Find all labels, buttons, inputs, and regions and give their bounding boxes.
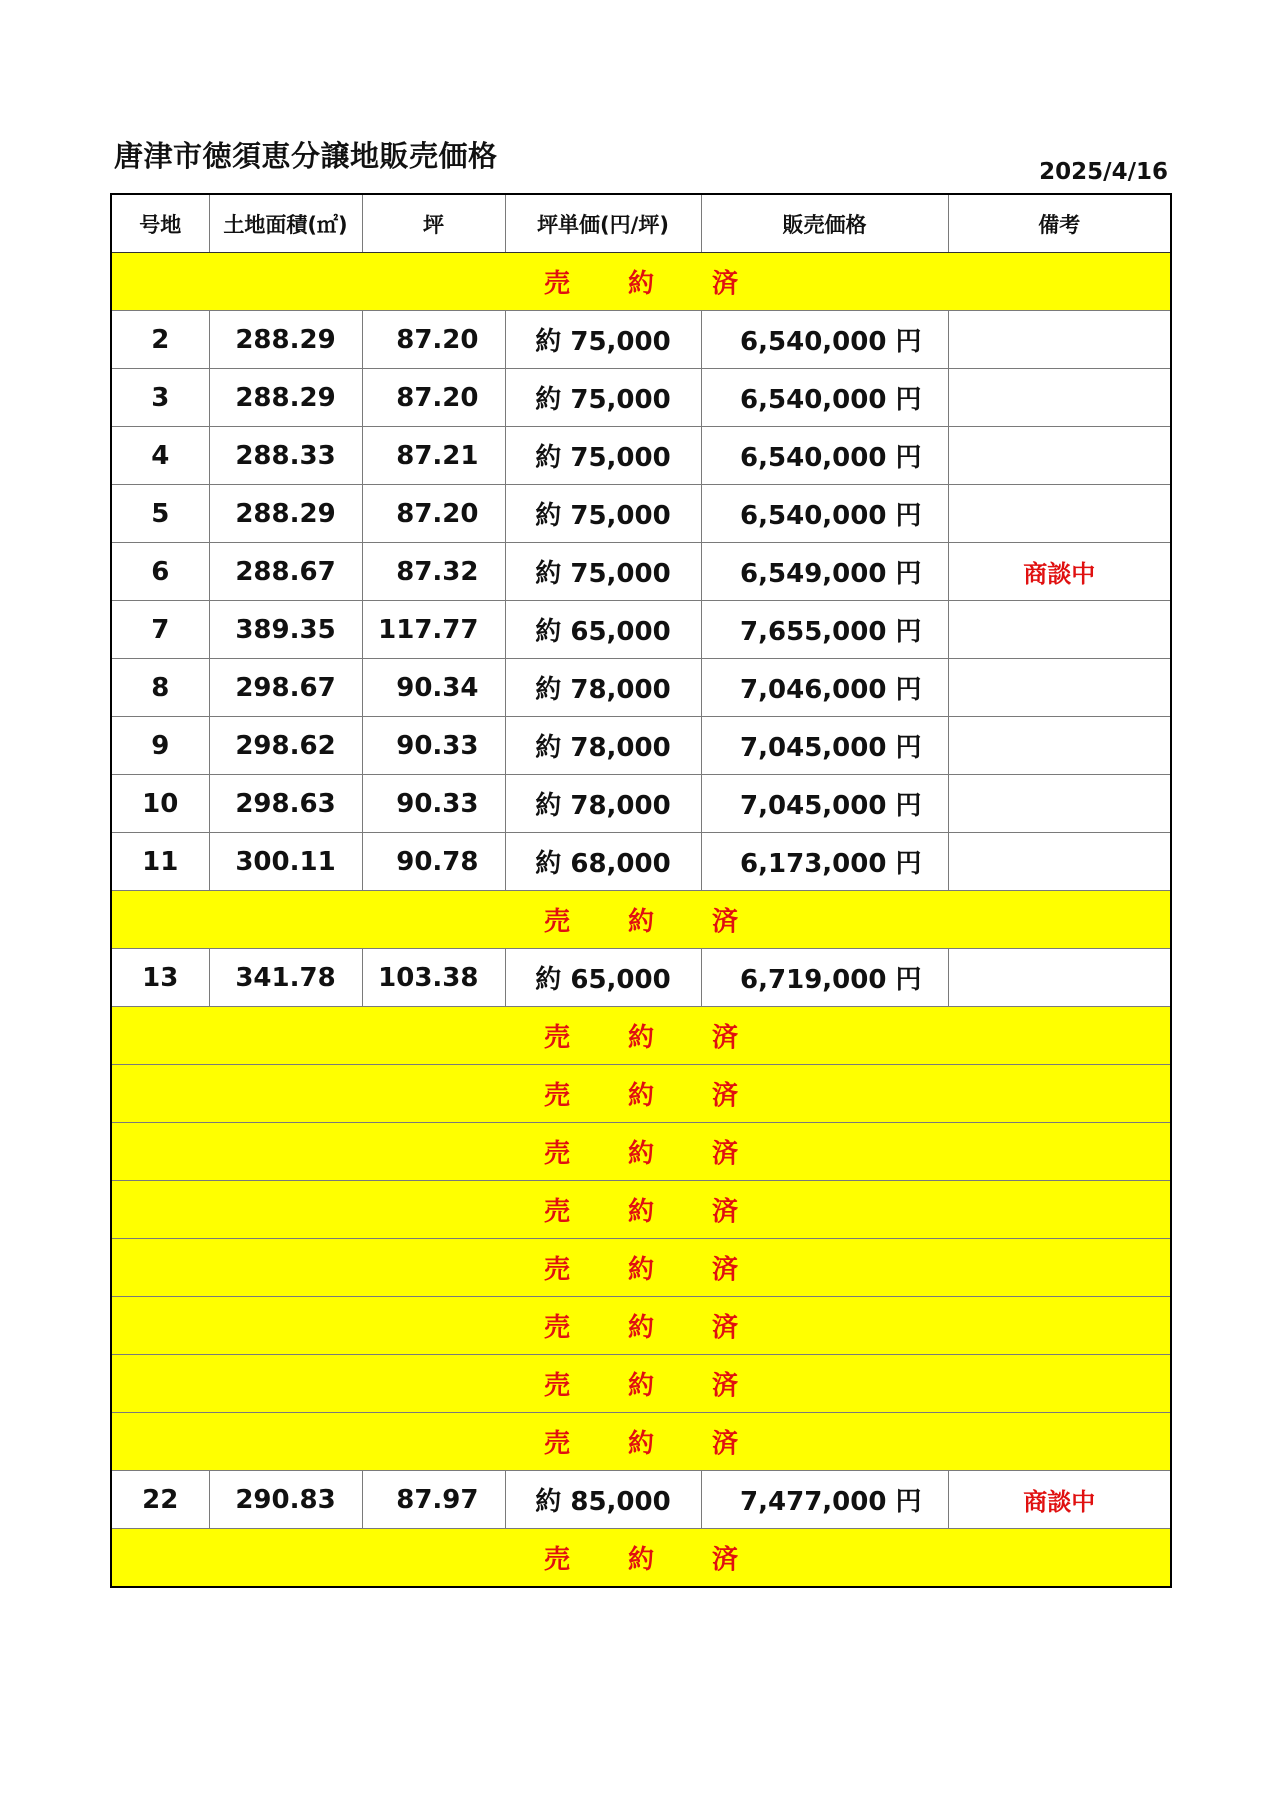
cell-tsubo: 90.33 [362,775,505,833]
sold-label-char: 売 [543,1139,570,1169]
column-header-note: 備考 [948,194,1171,253]
cell-lot: 13 [111,949,209,1007]
sold-label-char: 売 [543,1197,570,1227]
sold-label-char: 売 [543,1081,570,1111]
cell-tsubo: 87.32 [362,543,505,601]
column-header-unit-price: 坪単価(円/坪) [505,194,701,253]
price-table [110,193,1172,1588]
cell-area: 290.83 [209,1471,362,1529]
table-row [111,601,1171,659]
sold-label-char: 売 [543,269,570,299]
page-title: 唐津市徳須恵分譲地販売価格 [114,139,498,173]
cell-unit-price: 約 68,000 [505,833,701,891]
sold-label [111,1123,1171,1181]
sold-label-char: 約 [627,1371,654,1401]
sold-label [111,1297,1171,1355]
cell-area: 341.78 [209,949,362,1007]
cell-area: 298.63 [209,775,362,833]
cell-tsubo: 90.78 [362,833,505,891]
document-date: 2025/4/16 [1039,159,1168,185]
cell-tsubo: 87.97 [362,1471,505,1529]
cell-unit-price: 約 78,000 [505,775,701,833]
cell-tsubo: 87.20 [362,369,505,427]
sold-label-char: 約 [627,1313,654,1343]
sold-label-char: 約 [627,907,654,937]
cell-lot: 8 [111,659,209,717]
sold-row [111,891,1171,949]
sold-label-char: 済 [711,1255,738,1285]
sold-label-char: 約 [627,1197,654,1227]
cell-price: 6,719,000 円 [701,949,948,1007]
table-row [111,1471,1171,1529]
sold-label-char: 済 [711,1023,738,1053]
cell-price: 6,540,000 円 [701,427,948,485]
cell-price: 7,477,000 円 [701,1471,948,1529]
sold-label [111,1065,1171,1123]
sold-label-char: 売 [543,1023,570,1053]
sold-row [111,1297,1171,1355]
table-body [111,253,1171,1588]
table-row [111,543,1171,601]
table-row [111,427,1171,485]
cell-area: 389.35 [209,601,362,659]
cell-lot: 10 [111,775,209,833]
cell-price: 7,045,000 円 [701,717,948,775]
table-row [111,659,1171,717]
sold-label [111,1355,1171,1413]
cell-unit-price: 約 75,000 [505,369,701,427]
table-row [111,949,1171,1007]
cell-note [948,427,1171,485]
sold-label-char: 済 [711,1313,738,1343]
cell-area: 288.29 [209,485,362,543]
sold-label [111,1007,1171,1065]
sold-row [111,253,1171,311]
cell-price: 6,540,000 円 [701,369,948,427]
sold-label-char: 売 [543,907,570,937]
sold-label-char: 済 [711,1197,738,1227]
cell-price: 7,655,000 円 [701,601,948,659]
column-header-lot: 号地 [111,194,209,253]
cell-lot: 3 [111,369,209,427]
cell-lot: 6 [111,543,209,601]
cell-area: 288.67 [209,543,362,601]
sold-label-char: 約 [627,1545,654,1575]
cell-note: 商談中 [948,543,1171,601]
cell-tsubo: 90.34 [362,659,505,717]
table-header-row [111,194,1171,253]
cell-price: 6,540,000 円 [701,485,948,543]
cell-unit-price: 約 75,000 [505,427,701,485]
cell-unit-price: 約 78,000 [505,717,701,775]
cell-unit-price: 約 65,000 [505,601,701,659]
sold-label-char: 済 [711,1139,738,1169]
sold-row [111,1529,1171,1588]
column-header-area: 土地面積(㎡) [209,194,362,253]
sold-label-char: 売 [543,1429,570,1459]
cell-price: 7,046,000 円 [701,659,948,717]
sold-label-char: 済 [711,907,738,937]
cell-lot: 2 [111,311,209,369]
sold-label-char: 済 [711,1371,738,1401]
table-row [111,833,1171,891]
table-row [111,369,1171,427]
cell-note [948,717,1171,775]
sold-label-char: 済 [711,1545,738,1575]
cell-lot: 9 [111,717,209,775]
sold-row [111,1413,1171,1471]
sold-label-char: 売 [543,1255,570,1285]
cell-note [948,833,1171,891]
table-row [111,485,1171,543]
cell-tsubo: 87.21 [362,427,505,485]
sold-label-char: 売 [543,1371,570,1401]
sold-label [111,1413,1171,1471]
sold-label-char: 約 [627,269,654,299]
sold-label [111,253,1171,311]
table-row [111,717,1171,775]
cell-note [948,601,1171,659]
sold-label-char: 済 [711,269,738,299]
sold-label-char: 約 [627,1429,654,1459]
cell-price: 6,173,000 円 [701,833,948,891]
sold-label [111,1181,1171,1239]
cell-area: 298.62 [209,717,362,775]
cell-area: 288.33 [209,427,362,485]
cell-unit-price: 約 75,000 [505,311,701,369]
sold-row [111,1123,1171,1181]
cell-price: 7,045,000 円 [701,775,948,833]
table-row [111,775,1171,833]
cell-note [948,949,1171,1007]
sold-label-char: 売 [543,1545,570,1575]
sold-label-char: 約 [627,1139,654,1169]
sold-label [111,1239,1171,1297]
sold-row [111,1239,1171,1297]
cell-area: 298.67 [209,659,362,717]
cell-note [948,485,1171,543]
column-header-tsubo: 坪 [362,194,505,253]
cell-unit-price: 約 75,000 [505,543,701,601]
cell-lot: 7 [111,601,209,659]
cell-note [948,311,1171,369]
sold-label [111,891,1171,949]
cell-lot: 11 [111,833,209,891]
sold-label-char: 約 [627,1081,654,1111]
cell-lot: 22 [111,1471,209,1529]
cell-area: 300.11 [209,833,362,891]
cell-tsubo: 87.20 [362,485,505,543]
cell-price: 6,549,000 円 [701,543,948,601]
sold-label-char: 約 [627,1023,654,1053]
sold-row [111,1355,1171,1413]
sold-row [111,1007,1171,1065]
cell-lot: 5 [111,485,209,543]
cell-unit-price: 約 85,000 [505,1471,701,1529]
cell-unit-price: 約 78,000 [505,659,701,717]
cell-unit-price: 約 65,000 [505,949,701,1007]
cell-note [948,369,1171,427]
cell-area: 288.29 [209,369,362,427]
sold-row [111,1065,1171,1123]
cell-area: 288.29 [209,311,362,369]
cell-note [948,775,1171,833]
sold-label-char: 売 [543,1313,570,1343]
cell-note [948,659,1171,717]
cell-note: 商談中 [948,1471,1171,1529]
sold-row [111,1181,1171,1239]
sold-label-char: 約 [627,1255,654,1285]
sold-label-char: 済 [711,1429,738,1459]
cell-tsubo: 117.77 [362,601,505,659]
cell-tsubo: 87.20 [362,311,505,369]
table-row [111,311,1171,369]
column-header-price: 販売価格 [701,194,948,253]
cell-lot: 4 [111,427,209,485]
cell-tsubo: 90.33 [362,717,505,775]
cell-tsubo: 103.38 [362,949,505,1007]
cell-price: 6,540,000 円 [701,311,948,369]
sold-label [111,1529,1171,1588]
cell-unit-price: 約 75,000 [505,485,701,543]
sold-label-char: 済 [711,1081,738,1111]
